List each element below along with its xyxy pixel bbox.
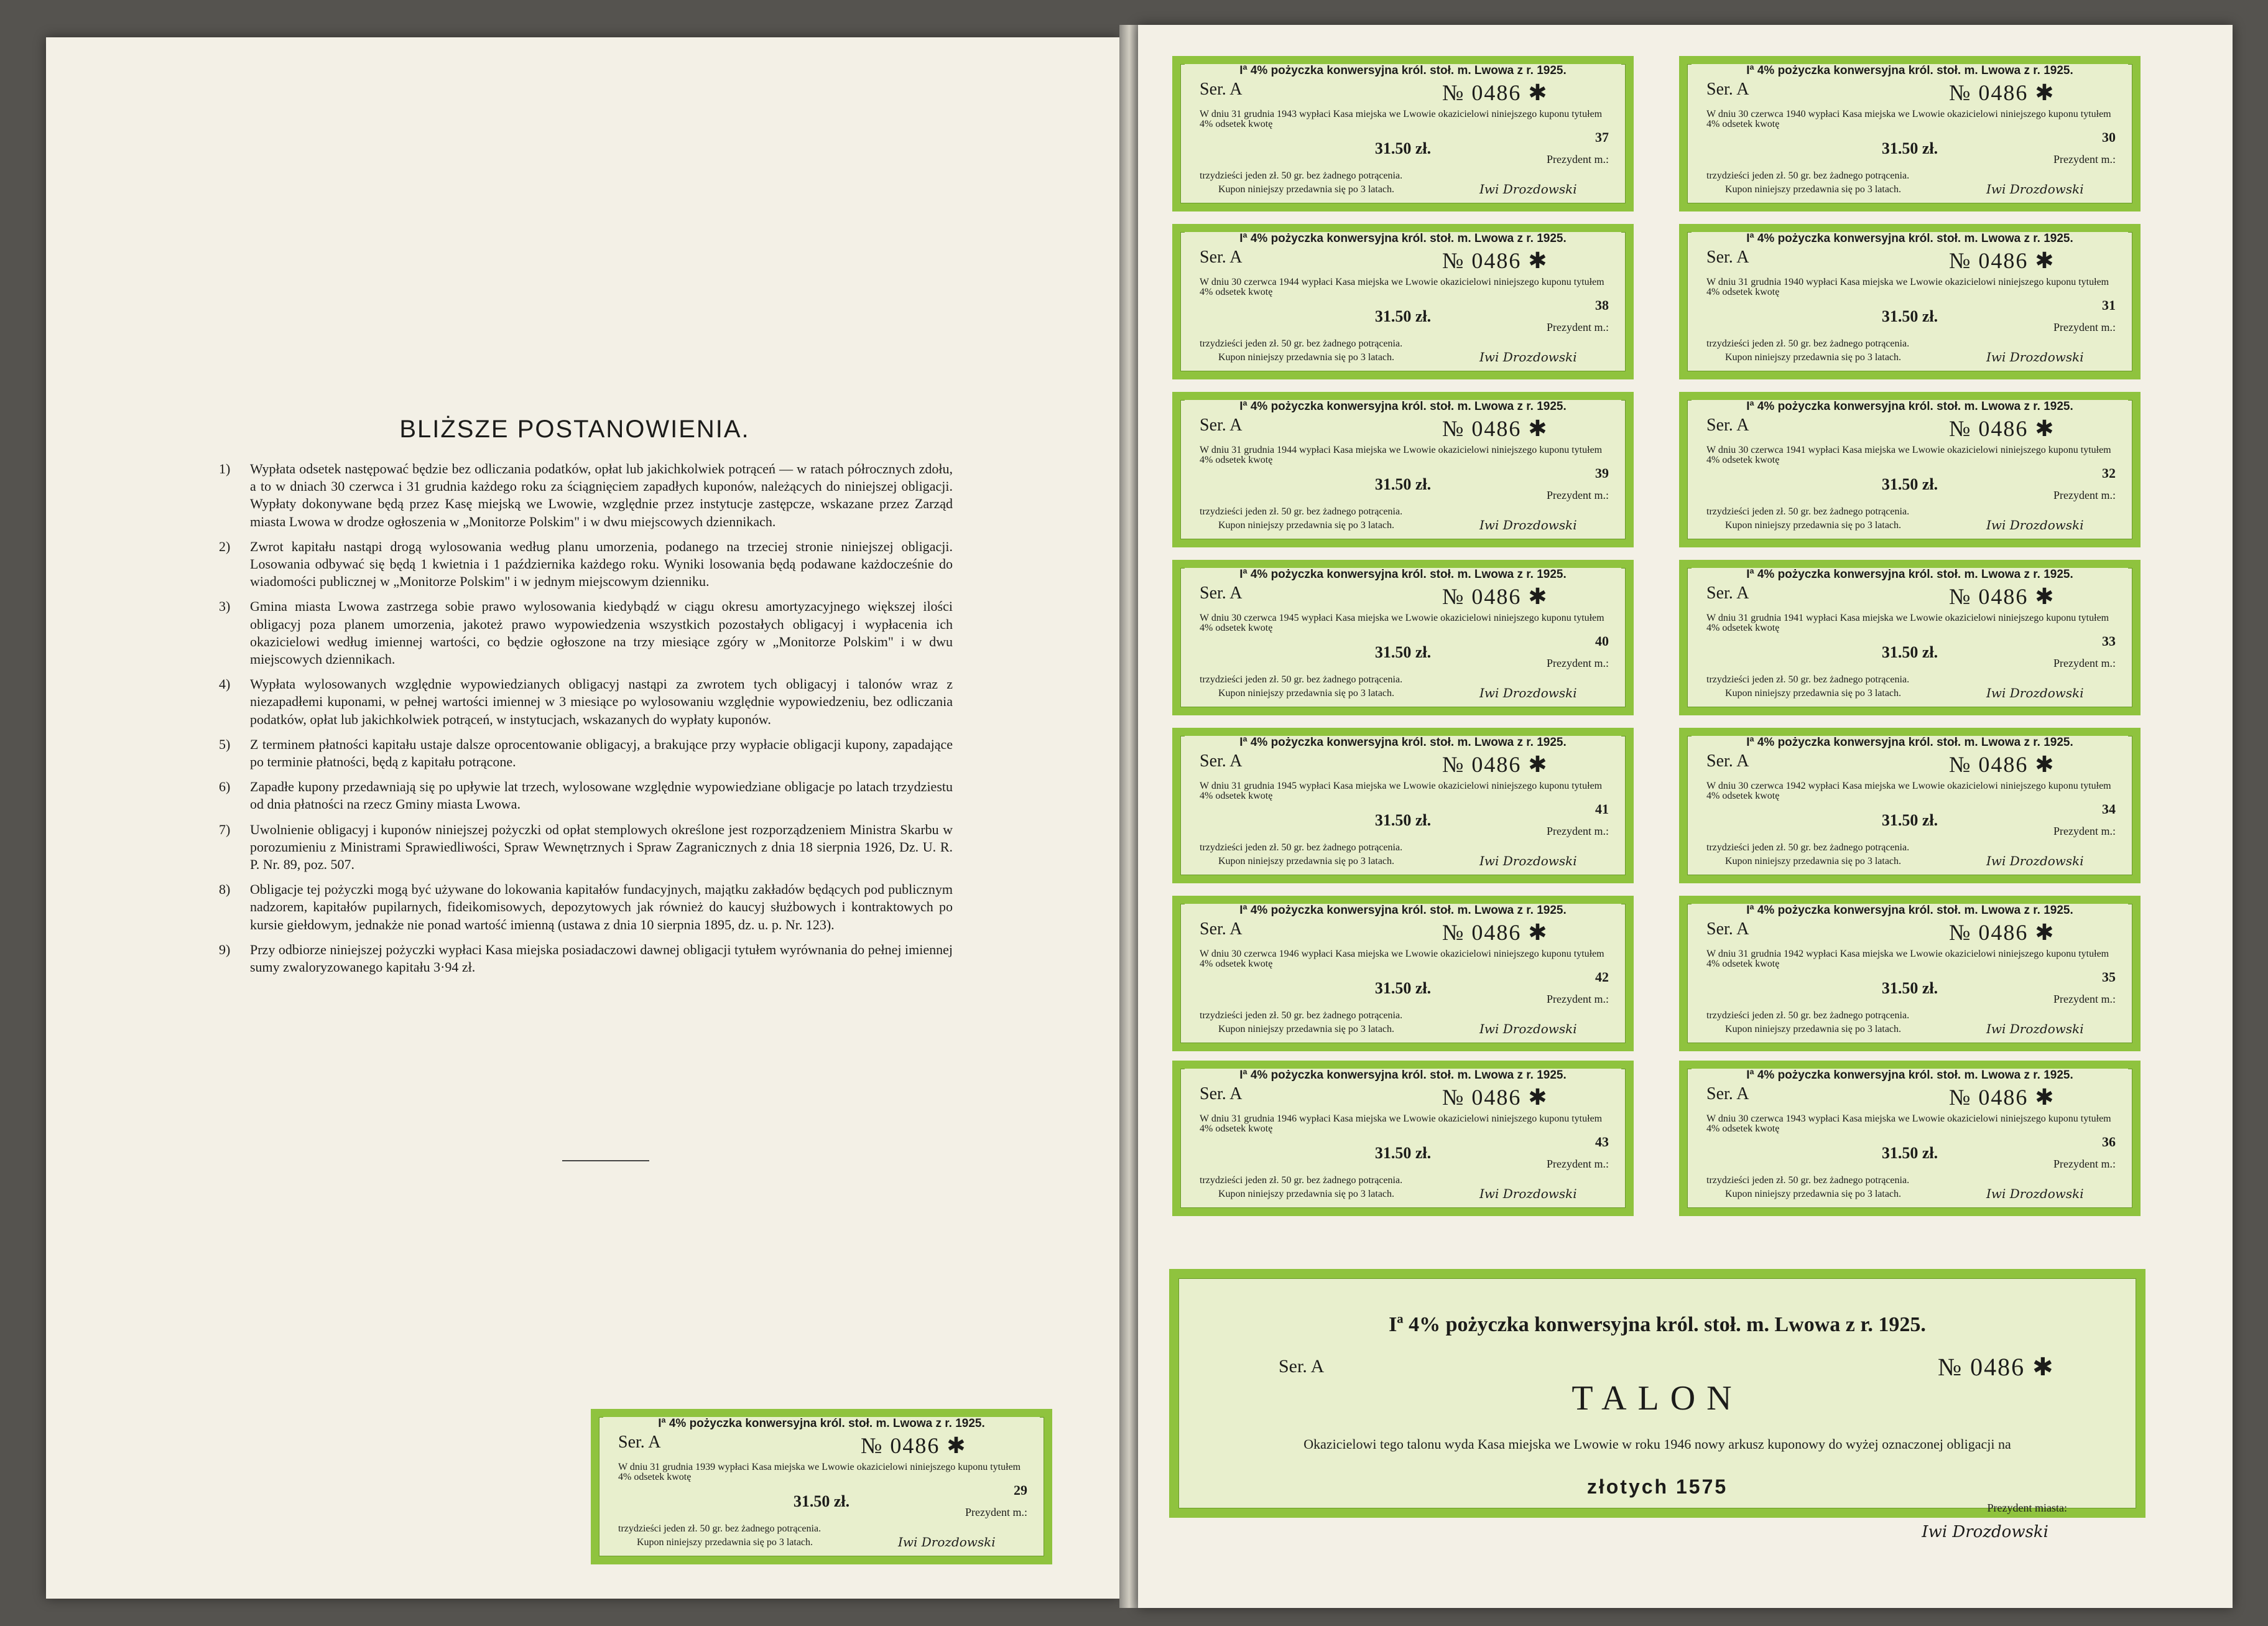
provision-item xyxy=(219,538,953,591)
coupon-signature: Iwi Drozdowski xyxy=(1479,853,1577,868)
coupon-header: Iª 4% pożyczka konwersyjna król. stoł. m. Lwowa z r. 1925. xyxy=(1692,736,2128,750)
coupon-text: W dniu 31 grudnia 1946 wypłaci Kasa miejska we Lwowie okazicielowi niniejszego kuponu tytułem 4% odsetek kwotę xyxy=(1200,1113,1603,1134)
page-title: BLIŻSZE POSTANOWIENIA. xyxy=(399,416,750,443)
coupon-signature: Iwi Drozdowski xyxy=(1479,182,1577,197)
coupon-president: Prezydent m.: xyxy=(2053,657,2116,669)
coupon xyxy=(1172,560,1634,715)
coupon-number: № 0486 ✱ xyxy=(1442,584,1548,609)
coupon-prescription: Kupon niniejszy przedawnia się po 3 latach. xyxy=(1725,688,1902,699)
coupon-header: Iª 4% pożyczka konwersyjna król. stoł. m. Lwowa z r. 1925. xyxy=(1185,1069,1621,1082)
provision-number: 7) xyxy=(219,821,231,837)
coupon-series: Ser. A xyxy=(1200,248,1243,267)
coupon-prescription: Kupon niniejszy przedawnia się po 3 latach. xyxy=(1725,352,1902,363)
coupon-amount-words: trzydzieści jeden zł. 50 gr. bez żadnego potrącenia. xyxy=(1706,1175,1910,1186)
coupon-header: Iª 4% pożyczka konwersyjna król. stoł. m. Lwowa z r. 1925. xyxy=(603,1417,1040,1431)
coupon-amount: 31.50 zł. xyxy=(793,1492,850,1510)
coupon-text: W dniu 31 grudnia 1940 wypłaci Kasa miejska we Lwowie okazicielowi niniejszego kuponu tytułem 4% odsetek kwotę xyxy=(1706,277,2109,297)
coupon-signature: Iwi Drozdowski xyxy=(1986,1021,2084,1036)
coupon-signature: Iwi Drozdowski xyxy=(1479,1021,1577,1036)
coupon-index: 42 xyxy=(1595,969,1609,985)
coupon-amount-words: trzydzieści jeden zł. 50 gr. bez żadnego potrącenia. xyxy=(1200,842,1403,853)
talon xyxy=(1169,1269,2145,1541)
provision-number: 1) xyxy=(219,461,231,476)
coupon-number: № 0486 ✱ xyxy=(1949,584,2055,609)
coupon-amount: 31.50 zł. xyxy=(1881,475,1938,493)
coupon xyxy=(1172,392,1634,547)
coupon-president: Prezydent m.: xyxy=(1547,993,1609,1005)
provision-item xyxy=(219,460,953,531)
coupon-index: 35 xyxy=(2102,969,2116,985)
divider xyxy=(562,1160,649,1161)
coupon-amount: 31.50 zł. xyxy=(1374,811,1432,829)
coupon-amount: 31.50 zł. xyxy=(1374,643,1432,661)
coupon-series: Ser. A xyxy=(1200,416,1243,435)
coupon-prescription: Kupon niniejszy przedawnia się po 3 latach. xyxy=(1218,520,1395,531)
coupon-amount: 31.50 zł. xyxy=(1374,979,1432,997)
coupon-president: Prezydent m.: xyxy=(965,1506,1027,1518)
coupon-amount: 31.50 zł. xyxy=(1881,307,1938,325)
coupon-index: 40 xyxy=(1595,633,1609,649)
talon-amount: złotych 1575 xyxy=(1586,1475,1728,1498)
coupon-signature: Iwi Drozdowski xyxy=(1479,518,1577,532)
provision-item xyxy=(219,881,953,934)
coupon-signature: Iwi Drozdowski xyxy=(1479,685,1577,700)
coupon-amount-words: trzydzieści jeden zł. 50 gr. bez żadnego potrącenia. xyxy=(1200,338,1403,349)
coupon-president: Prezydent m.: xyxy=(1547,1158,1609,1170)
coupon-number: № 0486 ✱ xyxy=(1949,80,2055,105)
talon-series: Ser. A xyxy=(1279,1356,1325,1377)
provision-number: 2) xyxy=(219,538,231,554)
coupon-signature: Iwi Drozdowski xyxy=(1479,1186,1577,1201)
coupon-text: W dniu 30 czerwca 1942 wypłaci Kasa miejska we Lwowie okazicielowi niniejszego kuponu tytułem 4% odsetek kwotę xyxy=(1706,781,2111,801)
coupon-amount: 31.50 zł. xyxy=(1374,139,1432,157)
coupon-number: № 0486 ✱ xyxy=(1442,752,1548,777)
coupon-header: Iª 4% pożyczka konwersyjna król. stoł. m. Lwowa z r. 1925. xyxy=(1185,64,1621,78)
provision-number: 5) xyxy=(219,736,231,752)
coupon-amount: 31.50 zł. xyxy=(1881,1144,1938,1162)
coupon-prescription: Kupon niniejszy przedawnia się po 3 latach. xyxy=(637,1537,813,1548)
coupon-index: 36 xyxy=(2102,1134,2116,1150)
coupon-text: W dniu 30 czerwca 1944 wypłaci Kasa miejska we Lwowie okazicielowi niniejszego kuponu tytułem 4% odsetek kwotę xyxy=(1200,277,1604,297)
coupon-series: Ser. A xyxy=(1706,583,1749,603)
coupon-number: № 0486 ✱ xyxy=(1442,80,1548,105)
provision-text: Przy odbiorze niniejszej pożyczki wypłaci Kasa miejska posiadaczowi dawnej obligacji tytułem wyrównania do pełnej imiennej sumy zwaloryzowanego kapitału 3·94 zł. xyxy=(250,941,953,975)
coupon-amount-words: trzydzieści jeden zł. 50 gr. bez żadnego potrącenia. xyxy=(1200,674,1403,685)
coupon-president: Prezydent m.: xyxy=(1547,825,1609,837)
provision-item xyxy=(219,778,953,813)
coupon-prescription: Kupon niniejszy przedawnia się po 3 latach. xyxy=(1218,1189,1395,1199)
coupon xyxy=(1679,728,2141,883)
coupon-amount-words: trzydzieści jeden zł. 50 gr. bez żadnego potrącenia. xyxy=(1706,170,1910,181)
coupon-series: Ser. A xyxy=(618,1433,661,1452)
coupon-signature: Iwi Drozdowski xyxy=(1479,350,1577,365)
coupon-amount-words: trzydzieści jeden zł. 50 gr. bez żadnego potrącenia. xyxy=(1706,674,1910,685)
coupon-prescription: Kupon niniejszy przedawnia się po 3 latach. xyxy=(1725,520,1902,531)
coupon-signature: Iwi Drozdowski xyxy=(1986,350,2084,365)
coupon-prescription: Kupon niniejszy przedawnia się po 3 latach. xyxy=(1218,688,1395,699)
coupon-text: W dniu 30 czerwca 1946 wypłaci Kasa miejska we Lwowie okazicielowi niniejszego kuponu tytułem 4% odsetek kwotę xyxy=(1200,949,1604,969)
coupon-text: W dniu 30 czerwca 1940 wypłaci Kasa miejska we Lwowie okazicielowi niniejszego kuponu tytułem 4% odsetek kwotę xyxy=(1706,109,2111,129)
coupon-amount-words: trzydzieści jeden zł. 50 gr. bez żadnego potrącenia. xyxy=(1200,506,1403,517)
coupon-signature: Iwi Drozdowski xyxy=(1986,182,2084,197)
left-page xyxy=(46,37,1120,1599)
coupon-header: Iª 4% pożyczka konwersyjna król. stoł. m. Lwowa z r. 1925. xyxy=(1185,904,1621,918)
coupon-president: Prezydent m.: xyxy=(2053,489,2116,501)
coupon-president: Prezydent m.: xyxy=(2053,321,2116,333)
coupon-text: W dniu 30 czerwca 1943 wypłaci Kasa miejska we Lwowie okazicielowi niniejszego kuponu tytułem 4% odsetek kwotę xyxy=(1706,1113,2111,1134)
coupon xyxy=(1172,1061,1634,1216)
provision-text: Zwrot kapitału nastąpi drogą wylosowania według planu umorzenia, podanego na trzeciej stronie niniejszej obligacji. Losowania odbywać się będą 1 kwietnia i 1 października każdego roku. Wyniki losowania będą podawane każdocześnie do wiadomości publicznej w „Monitorze Polskim" i w jednym miejscowym dzienniku. xyxy=(250,538,953,590)
coupon-president: Prezydent m.: xyxy=(2053,993,2116,1005)
coupon-text: W dniu 31 grudnia 1939 wypłaci Kasa miejska we Lwowie okazicielowi niniejszego kuponu tytułem 4% odsetek kwotę xyxy=(618,1462,1021,1482)
coupon-index: 38 xyxy=(1595,297,1609,313)
coupon xyxy=(1679,560,2141,715)
provision-text: Z terminem płatności kapitału ustaje dalsze oprocentowanie obligacyj, a brakujące przy wypłacie obligacji kupony, zapadające po terminie płatności, będą z kapitału potrącone. xyxy=(250,736,953,770)
coupon-index: 29 xyxy=(1014,1482,1027,1498)
provision-text: Wypłata wylosowanych względnie wypowiedzianych obligacyj nastąpi za zwrotem tych obligacyj i talonów wraz z niezapadłemi kuponami, w pełnej wartości imiennej w 3 miesiące po wylosowaniu względnie wypowiedzeniu, bez odliczania podatków, opłat lub jakichkolwiek potrąceń, w instytucjach, wskazanych do wypłaty kuponów. xyxy=(250,676,953,727)
coupon xyxy=(1679,56,2141,211)
coupon xyxy=(1679,896,2141,1051)
coupon-president: Prezydent m.: xyxy=(1547,657,1609,669)
coupon-number: № 0486 ✱ xyxy=(1442,248,1548,273)
provision-item xyxy=(219,821,953,874)
talon-signature: Iwi Drozdowski xyxy=(1922,1523,2048,1541)
coupon-signature: Iwi Drozdowski xyxy=(898,1535,996,1549)
coupon-signature: Iwi Drozdowski xyxy=(1986,1186,2084,1201)
coupon-amount: 31.50 zł. xyxy=(1374,1144,1432,1162)
coupon-header: Iª 4% pożyczka konwersyjna król. stoł. m. Lwowa z r. 1925. xyxy=(1692,1069,2128,1082)
coupon-number: № 0486 ✱ xyxy=(1949,752,2055,777)
coupon-series: Ser. A xyxy=(1706,1084,1749,1103)
coupon xyxy=(1172,224,1634,379)
coupon-header: Iª 4% pożyczka konwersyjna król. stoł. m. Lwowa z r. 1925. xyxy=(1185,400,1621,414)
coupon-index: 39 xyxy=(1595,465,1609,481)
coupon-header: Iª 4% pożyczka konwersyjna król. stoł. m. Lwowa z r. 1925. xyxy=(1692,568,2128,582)
coupon-prescription: Kupon niniejszy przedawnia się po 3 latach. xyxy=(1725,1189,1902,1199)
coupon-president: Prezydent m.: xyxy=(1547,153,1609,165)
coupon-amount: 31.50 zł. xyxy=(1881,979,1938,997)
coupon-index: 43 xyxy=(1595,1134,1609,1150)
provision-number: 4) xyxy=(219,676,231,692)
coupon-number: № 0486 ✱ xyxy=(1442,1085,1548,1110)
coupon-prescription: Kupon niniejszy przedawnia się po 3 latach. xyxy=(1725,856,1902,866)
coupon-amount-words: trzydzieści jeden zł. 50 gr. bez żadnego potrącenia. xyxy=(1706,842,1910,853)
coupon xyxy=(1679,224,2141,379)
coupon-signature: Iwi Drozdowski xyxy=(1986,685,2084,700)
provision-item xyxy=(219,941,953,976)
coupon-amount: 31.50 zł. xyxy=(1881,811,1938,829)
coupon-prescription: Kupon niniejszy przedawnia się po 3 latach. xyxy=(1725,1024,1902,1034)
coupon-text: W dniu 31 grudnia 1943 wypłaci Kasa miejska we Lwowie okazicielowi niniejszego kuponu tytułem 4% odsetek kwotę xyxy=(1200,109,1603,129)
provision-text: Uwolnienie obligacyj i kuponów niniejszej pożyczki od opłat stemplowych określone jest rozporządzeniem Ministra Skarbu w porozumieniu z Ministrami Sprawiedliwości, Spraw Wewnętrznych i Spraw Zagranicznych z dnia 18 sierpnia 1926, Dz. U. R. P. Nr. 89, poz. 507. xyxy=(250,821,953,873)
coupon-text: W dniu 30 czerwca 1941 wypłaci Kasa miejska we Lwowie okazicielowi niniejszego kuponu tytułem 4% odsetek kwotę xyxy=(1706,445,2111,465)
coupon-amount-words: trzydzieści jeden zł. 50 gr. bez żadnego potrącenia. xyxy=(1200,170,1403,181)
coupon-amount: 31.50 zł. xyxy=(1374,307,1432,325)
provision-item xyxy=(219,676,953,728)
coupon-number: № 0486 ✱ xyxy=(1949,920,2055,945)
coupon xyxy=(1679,1061,2141,1216)
book-gutter xyxy=(1119,25,1139,1608)
coupon-text: W dniu 31 grudnia 1944 wypłaci Kasa miejska we Lwowie okazicielowi niniejszego kuponu tytułem 4% odsetek kwotę xyxy=(1200,445,1603,465)
coupon-number: № 0486 ✱ xyxy=(861,1433,967,1458)
provision-text: Gmina miasta Lwowa zastrzega sobie prawo wylosowania kiedybądź w ciągu okresu amortyzacyjnego większej ilości obligacyj poza planem umorzenia, jakoteż prawo wypowiedzenia wszystkich pozostałych obligacyj i wypłacenia ich okazicielowi według imiennej wartości, co będzie ogłoszone na trzy miesiące zgóry w „Monitorze Polskim" i w dwu miejscowych dziennikach. xyxy=(250,598,953,667)
coupon-header: Iª 4% pożyczka konwersyjna król. stoł. m. Lwowa z r. 1925. xyxy=(1185,736,1621,750)
coupon xyxy=(1172,56,1634,211)
coupon-header: Iª 4% pożyczka konwersyjna król. stoł. m. Lwowa z r. 1925. xyxy=(1185,568,1621,582)
coupon-president: Prezydent m.: xyxy=(2053,825,2116,837)
coupon-number: № 0486 ✱ xyxy=(1949,1085,2055,1110)
coupon-amount-words: trzydzieści jeden zł. 50 gr. bez żadnego potrącenia. xyxy=(1706,506,1910,517)
coupon-amount: 31.50 zł. xyxy=(1881,139,1938,157)
coupon-index: 34 xyxy=(2102,801,2116,817)
coupon-signature: Iwi Drozdowski xyxy=(1986,518,2084,532)
coupon xyxy=(591,1409,1052,1564)
coupon-prescription: Kupon niniejszy przedawnia się po 3 latach. xyxy=(1218,352,1395,363)
coupon-prescription: Kupon niniejszy przedawnia się po 3 latach. xyxy=(1218,1024,1395,1034)
coupon-series: Ser. A xyxy=(1706,248,1749,267)
coupon-header: Iª 4% pożyczka konwersyjna król. stoł. m. Lwowa z r. 1925. xyxy=(1692,232,2128,246)
coupon-amount: 31.50 zł. xyxy=(1881,643,1938,661)
coupon-series: Ser. A xyxy=(1200,80,1243,99)
coupon-series: Ser. A xyxy=(1706,416,1749,435)
coupon-amount-words: trzydzieści jeden zł. 50 gr. bez żadnego potrącenia. xyxy=(1200,1010,1403,1021)
provision-text: Zapadłe kupony przedawniają się po upływie lat trzech, wylosowane względnie wypowiedziane obligacje po latach trzydziestu od dnia płatności na rzecz Gminy miasta Lwowa. xyxy=(250,779,953,812)
coupon-number: № 0486 ✱ xyxy=(1949,416,2055,441)
coupon-series: Ser. A xyxy=(1706,751,1749,771)
coupon xyxy=(1679,392,2141,547)
provision-number: 8) xyxy=(219,881,231,898)
talon-text: Okazicielowi tego talonu wyda Kasa miejska we Lwowie w roku 1946 nowy arkusz kuponowy do wyżej oznaczonej obligacji na xyxy=(1303,1436,2011,1452)
coupon-number: № 0486 ✱ xyxy=(1442,920,1548,945)
coupon-series: Ser. A xyxy=(1200,1084,1243,1103)
coupon-number: № 0486 ✱ xyxy=(1949,248,2055,273)
provision-item xyxy=(219,598,953,668)
coupon-president: Prezydent m.: xyxy=(2053,153,2116,165)
coupon-text: W dniu 31 grudnia 1942 wypłaci Kasa miejska we Lwowie okazicielowi niniejszego kuponu tytułem 4% odsetek kwotę xyxy=(1706,949,2109,969)
coupon-amount-words: trzydzieści jeden zł. 50 gr. bez żadnego potrącenia. xyxy=(618,1523,822,1534)
talon-title: TALON xyxy=(1571,1379,1743,1418)
provision-number: 3) xyxy=(219,598,231,615)
coupon-index: 32 xyxy=(2102,465,2116,481)
coupon-text: W dniu 30 czerwca 1945 wypłaci Kasa miejska we Lwowie okazicielowi niniejszego kuponu tytułem 4% odsetek kwotę xyxy=(1200,613,1604,633)
coupon-series: Ser. A xyxy=(1706,80,1749,99)
coupon-series: Ser. A xyxy=(1200,751,1243,771)
coupon-president: Prezydent m.: xyxy=(1547,321,1609,333)
coupon-amount: 31.50 zł. xyxy=(1374,475,1432,493)
provision-item xyxy=(219,736,953,771)
coupon-number: № 0486 ✱ xyxy=(1442,416,1548,441)
coupon-index: 37 xyxy=(1595,129,1609,145)
coupon-header: Iª 4% pożyczka konwersyjna król. stoł. m. Lwowa z r. 1925. xyxy=(1185,232,1621,246)
coupon-president: Prezydent m.: xyxy=(1547,489,1609,501)
coupon-amount-words: trzydzieści jeden zł. 50 gr. bez żadnego potrącenia. xyxy=(1706,1010,1910,1021)
coupon-header: Iª 4% pożyczka konwersyjna król. stoł. m. Lwowa z r. 1925. xyxy=(1692,400,2128,414)
coupon-series: Ser. A xyxy=(1200,919,1243,939)
coupon-prescription: Kupon niniejszy przedawnia się po 3 latach. xyxy=(1725,184,1902,195)
coupon-amount-words: trzydzieści jeden zł. 50 gr. bez żadnego potrącenia. xyxy=(1200,1175,1403,1186)
coupon-index: 31 xyxy=(2102,297,2116,313)
coupon xyxy=(1172,728,1634,883)
provision-text: Obligacje tej pożyczki mogą być używane do lokowania kapitałów fundacyjnych, majątku zakładów będących pod publicznym nadzorem, kapitałów pupilarnych, fideikomisowych, depozytowych jak również do kaucyj służbowych i kontraktowych po kursie giełdowym, jednakże nie ponad wartość imienną (ustawa z dnia 10 sierpnia 1895, dz. u. p. Nr. 123). xyxy=(250,881,953,932)
provisions-list xyxy=(219,460,953,983)
provision-number: 6) xyxy=(219,779,231,795)
coupon-index: 41 xyxy=(1595,801,1609,817)
talon-number: № 0486 ✱ xyxy=(1938,1353,2055,1381)
coupon-header: Iª 4% pożyczka konwersyjna król. stoł. m. Lwowa z r. 1925. xyxy=(1692,64,2128,78)
talon-header: Iª 4% pożyczka konwersyjna król. stoł. m. Lwowa z r. 1925. xyxy=(1389,1313,1926,1336)
coupon-prescription: Kupon niniejszy przedawnia się po 3 latach. xyxy=(1218,184,1395,195)
coupon-prescription: Kupon niniejszy przedawnia się po 3 latach. xyxy=(1218,856,1395,866)
right-page xyxy=(1138,25,2233,1608)
coupon-amount-words: trzydzieści jeden zł. 50 gr. bez żadnego potrącenia. xyxy=(1706,338,1910,349)
provision-number: 9) xyxy=(219,941,231,957)
coupon-header: Iª 4% pożyczka konwersyjna król. stoł. m. Lwowa z r. 1925. xyxy=(1692,904,2128,918)
coupon-text: W dniu 31 grudnia 1945 wypłaci Kasa miejska we Lwowie okazicielowi niniejszego kuponu tytułem 4% odsetek kwotę xyxy=(1200,781,1603,801)
coupon-series: Ser. A xyxy=(1706,919,1749,939)
coupon-signature: Iwi Drozdowski xyxy=(1986,853,2084,868)
coupon-series: Ser. A xyxy=(1200,583,1243,603)
coupon-index: 33 xyxy=(2102,633,2116,649)
coupon-president: Prezydent m.: xyxy=(2053,1158,2116,1170)
coupon-index: 30 xyxy=(2102,129,2116,145)
provision-text: Wypłata odsetek następować będzie bez odliczania podatków, opłat lub jakichkolwiek potrąceń — w ratach półrocznych zdołu, a to w dniach 30 czerwca i 31 grudnia każdego roku za ściągnięciem zapadłych kuponów, należących do niniejszej obligacji. Wypłaty dokonywane będą przez Kasę miejską we Lwowie, względnie przez instytucje zastępcze, wskazane przez Zarząd miasta Lwowa w drodze ogłoszenia w „Monitorze Polskim" i w dwu miejscowych dziennikach. xyxy=(250,461,953,529)
coupon-text: W dniu 31 grudnia 1941 wypłaci Kasa miejska we Lwowie okazicielowi niniejszego kuponu tytułem 4% odsetek kwotę xyxy=(1706,613,2109,633)
talon-president: Prezydent miasta: xyxy=(1987,1502,2067,1514)
coupon xyxy=(1172,896,1634,1051)
